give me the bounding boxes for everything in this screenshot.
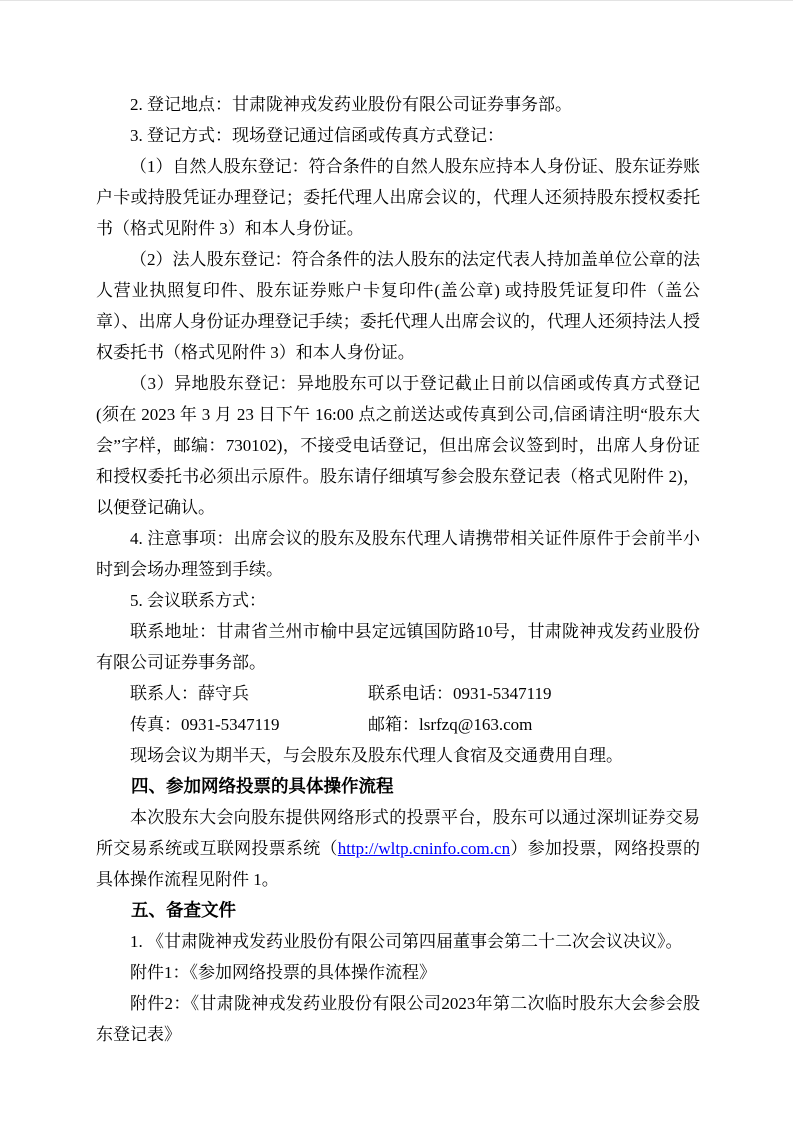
para-onsite-note: 现场会议为期半天，与会股东及股东代理人食宿及交通费用自理。 [130,746,623,765]
para-natural-person-registration: （1）自然人股东登记：符合条件的自然人股东应持本人身份证、股东证券账户卡或持股凭证办理登记；委托代理人出席会议的，代理人还须持股东授权委托书（格式见附件 3）和本人身份证。 [96,157,700,238]
contact-person: 联系人：薛守兵 [130,684,249,703]
voting-url-link[interactable]: http://wltp.cninfo.com.cn [337,839,511,858]
para-registration-place: 2. 登记地点：甘肃陇神戎发药业股份有限公司证券事务部。 [130,95,572,114]
para-registration-method: 3. 登记方式：现场登记通过信函或传真方式登记： [130,126,504,145]
para-remote-shareholder-registration: （3）异地股东登记：异地股东可以于登记截止日前以信函或传真方式登记(须在 2023 年 3 月 23 日下午 16:00 点之前送达或传真到公司,信函请注明“股东大会”字样，邮编：730102)，不接受电话登记，但出席会议签到时，出席人身份证和授权委托书必须出示原件。股东请仔细填写参会股东登记表（格式见附件 2)，以便登记确认。 [96,374,700,517]
para-contact-address: 联系地址：甘肃省兰州市榆中县定远镇国防路10号，甘肃陇神戎发药业股份有限公司证券事务部。 [96,622,700,672]
contact-email: 邮箱：lsrfzq@163.com [368,715,533,734]
para-online-voting [96,802,700,895]
voting-text-before-link: 本次股东大会向股东提供网络形式的投票平台，股东可以通过深圳证券交易所交易系统或互联网投票系统（ [96,808,700,858]
para-contact-method: 5. 会议联系方式： [130,591,266,610]
contact-phone: 联系电话：0931-5347119 [368,684,552,703]
voting-text-after-link: ）参加投票，网络投票的具体操作流程见附件 1。 [96,839,701,889]
contact-row-fax-email [96,709,700,740]
para-attachment-1: 附件1：《参加网络投票的具体操作流程》 [130,963,436,982]
contact-fax: 传真：0931-5347119 [130,715,280,734]
para-notice: 4. 注意事项：出席会议的股东及股东代理人请携带相关证件原件于会前半小时到会场办理签到手续。 [96,529,700,579]
para-attachment-2: 附件2：《甘肃陇神戎发药业股份有限公司2023年第二次临时股东大会参会股东登记表》 [96,994,700,1044]
para-reference-doc-1: 1. 《甘肃陇神戎发药业股份有限公司第四届董事会第二十二次会议决议》。 [130,932,683,951]
contact-row-person-phone [96,678,700,709]
heading-section4-online-voting: 四、参加网络投票的具体操作流程 [131,776,394,796]
para-legal-person-registration: （2）法人股东登记：符合条件的法人股东的法定代表人持加盖单位公章的法人营业执照复印件、股东证券账户卡复印件(盖公章) 或持股凭证复印件（盖公章）、出席人身份证办理登记手续；委托代理人出席会议的，代理人还须持法人授权委托书（格式见附件 3）和本人身份证。 [96,250,700,362]
heading-section5-reference-documents: 五、备查文件 [131,900,236,920]
